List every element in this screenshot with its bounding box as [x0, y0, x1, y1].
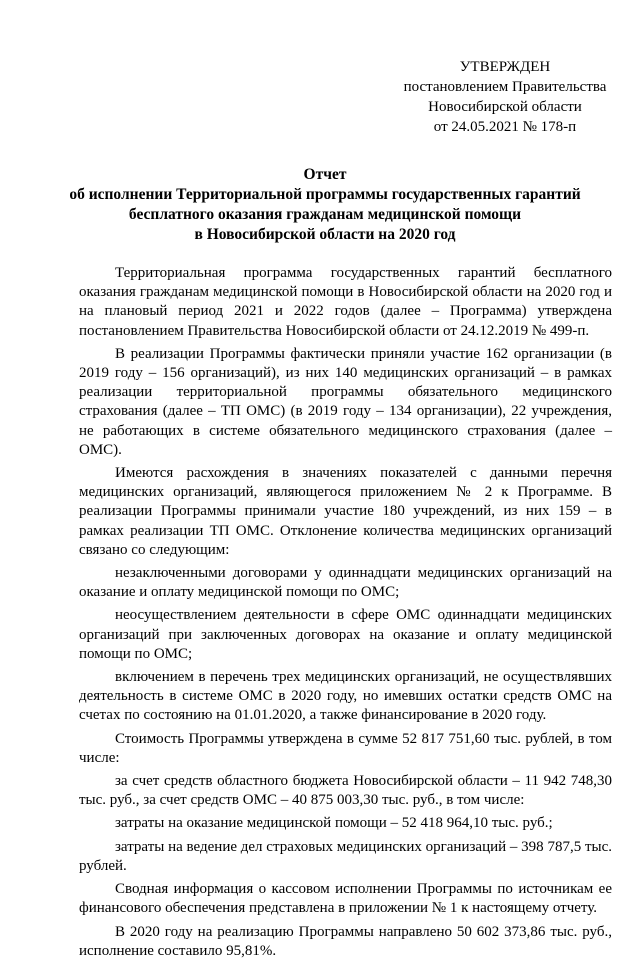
approval-stamp	[395, 57, 615, 137]
approval-date: от 24.05.2021 № 178-п	[433, 119, 577, 135]
approval-line: Новосибирской области	[428, 99, 582, 115]
paragraph: включением в перечень трех медицинских организаций, не осуществлявших деятельность в системе ОМС в 2020 году, но имевших остатки средств ОМС на счетах по состоянию на 01.01.2020, а также финансирование в 2020 году.	[79, 669, 612, 724]
paragraph: Имеются расхождения в значениях показателей с данными перечня медицинских организаций, являющегося приложением № 2 к Программе. В реализации Программы принимали участие 180 учреждений, из них 159 – в рамках реализации ТП ОМС. Отклонение количества медицинских организаций связано со следующим:	[79, 465, 612, 558]
paragraph: за счет средств областного бюджета Новосибирской области – 11 942 748,30 тыс. руб., за счет средств ОМС – 40 875 003,30 тыс. руб., в том числе:	[79, 773, 612, 809]
document-heading	[60, 165, 590, 245]
document-subtitle-line: об исполнении Территориальной программы государственных гарантий	[69, 186, 581, 203]
paragraph: Сводная информация о кассовом исполнении Программы по источникам ее финансового обеспечения представлена в приложении № 1 к настоящему отчету.	[79, 881, 612, 917]
paragraph: незаключенными договорами у одиннадцати медицинских организаций на оказание и оплату медицинской помощи по ОМС;	[79, 565, 612, 601]
paragraph: В 2020 году на реализацию Программы направлено 50 602 373,86 тыс. руб., исполнение составило 95,81%.	[79, 923, 612, 959]
document-subtitle-line: в Новосибирской области на 2020 год	[194, 226, 456, 243]
document-title: Отчет	[303, 166, 347, 183]
paragraph: В реализации Программы фактически приняли участие 162 организации (в 2019 году – 156 организаций), из них 140 медицинских организаций – в рамках реализации территориальной программы обязательного медицинского страхования (далее – ТП ОМС) (в 2019 году – 134 организации), 22 учреждения, не работающих в системе обязательного медицинского страхования (далее – ОМС).	[79, 345, 612, 458]
paragraph: Территориальная программа государственных гарантий бесплатного оказания гражданам медицинской помощи в Новосибирской области на 2020 год и на плановый период 2021 и 2022 годов (далее – Программа) утверждена постановлением Правительства Новосибирской области от 24.12.2019 № 499-п.	[79, 265, 612, 339]
paragraph: неосуществлением деятельности в сфере ОМС одиннадцати медицинских организаций при заключенных договорах на оказание и оплату медицинской помощи по ОМС;	[79, 607, 612, 662]
paragraph: затраты на ведение дел страховых медицинских организаций – 398 787,5 тыс. рублей.	[79, 838, 612, 874]
approval-line: постановлением Правительства	[403, 79, 607, 95]
paragraph: Стоимость Программы утверждена в сумме 52 817 751,60 тыс. рублей, в том числе:	[79, 730, 612, 766]
approval-title: УТВЕРЖДЕН	[459, 59, 551, 75]
document-subtitle-line: бесплатного оказания гражданам медицинской помощи	[128, 206, 522, 223]
paragraph: затраты на оказание медицинской помощи – 52 418 964,10 тыс. руб.;	[115, 815, 553, 832]
document-body	[79, 264, 612, 965]
